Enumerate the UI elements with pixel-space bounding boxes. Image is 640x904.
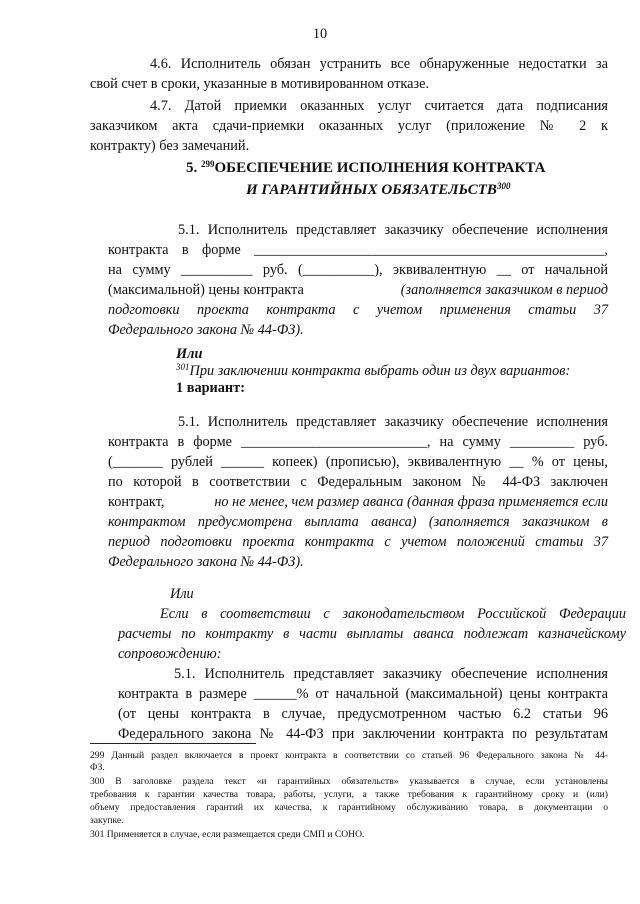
text-line: [108, 280, 608, 300]
text-line: на сумму __________ руб. (__________), эквивалентную __ от начальной: [108, 262, 608, 278]
footnote-301: 301 Применяется в случае, если размещается среди СМП и СОНО.: [90, 829, 365, 840]
text-line: Федерального закона № 44-ФЗ).: [108, 554, 304, 570]
text-line: контракта в форме _________________________________________________,: [108, 242, 608, 258]
text-line: подготовки проекта контракта с учетом применения статьи 37: [108, 302, 608, 318]
text-line: 5.1. Исполнитель представляет заказчику обеспечение исполнения: [174, 666, 608, 682]
text-line: Федерального закона № 44-ФЗ при заключении контракта по результатам: [118, 726, 608, 742]
text-line: Если в соответствии с законодательством Российской Федерации: [160, 606, 626, 622]
text-line: [108, 492, 608, 512]
text-line: (_______ рублей ______ копеек) (прописью), эквивалентную __ % от цены,: [108, 454, 608, 470]
or-label: Или: [170, 586, 194, 602]
footnote-separator: [90, 743, 256, 744]
section-number: 5.: [186, 160, 198, 176]
footnote-ref-299: 299: [201, 159, 215, 169]
text-line: контракту) без замечаний.: [90, 138, 250, 154]
text-segment-italic: (заполняется заказчиком в период: [400, 282, 608, 298]
text-line: свой счет в сроки, указанные в мотивированном отказе.: [90, 76, 430, 92]
text-line: Федерального закона № 44-ФЗ).: [108, 322, 304, 338]
text-line: контракта в форме __________________________, на сумму _________ руб.: [108, 434, 608, 450]
text-line: по которой в соответствии с Федеральным законом № 44-ФЗ заключен: [108, 474, 608, 490]
section-title-line2: И ГАРАНТИЙНЫХ ОБЯЗАТЕЛЬСТВ: [246, 182, 497, 198]
footnote-ref-301: 301: [176, 362, 190, 372]
footnote-ref-300: 300: [496, 181, 511, 191]
footnote-300: 300 В заголовке раздела текст «и гарантийных обязательств» указывается в случае, если установлены: [90, 776, 608, 787]
text-line: (от цены контракта в случае, предусмотренном частью 6.2 статьи 96: [118, 706, 608, 722]
or-label: Или: [176, 346, 203, 362]
text-segment: (максимальной) цены контракта: [108, 282, 304, 298]
page-number: 10: [312, 26, 328, 42]
text-line: контрактом предусмотрена выплата аванса) (заполняется заказчиком в: [108, 514, 608, 530]
footnote-299-cont: ФЗ.: [90, 762, 105, 773]
footnote-300-cont: объему предоставления гарантий их качества, к гарантийному обслуживанию товара, в документации о: [90, 802, 608, 813]
footnote-300-cont: требования к гарантии качества товара, работы, услуги, а также требования к гарантийному сроку и (или): [90, 789, 608, 800]
text-line: заказчиком акта сдачи-приемки оказанных услуг (приложение № 2 к: [90, 118, 608, 134]
footnote-300-cont: закупке.: [90, 815, 124, 826]
text-line: 5.1. Исполнитель представляет заказчику обеспечение исполнения: [178, 414, 608, 430]
text-line: 4.6. Исполнитель обязан устранить все обнаруженные недостатки за: [150, 56, 608, 72]
text-line: 4.7. Датой приемки оказанных услуг считается дата подписания: [150, 98, 608, 114]
text-segment: контракт,: [108, 494, 165, 510]
text-line: 5.1. Исполнитель представляет заказчику обеспечение исполнения: [178, 222, 608, 238]
text-line: расчеты по контракту в части выплаты аванса подлежат казначейскому: [118, 626, 626, 642]
choice-note-text: При заключении контракта выбрать один из двух вариантов:: [189, 363, 571, 379]
text-line: контракта в размере ______% от начальной (максимальной) цены контракта: [118, 686, 608, 702]
text-segment-italic: но не менее, чем размер аванса (данная фраза применяется если: [214, 494, 608, 510]
variant-label: 1 вариант:: [176, 380, 245, 396]
text-line: период подготовки проекта контракта с учетом положений статьи 37: [108, 534, 608, 550]
text-line: сопровождению:: [118, 646, 222, 662]
footnote-299: 299 Данный раздел включается в проект контракта в соответствии со статьей 96 Федерального закона № 44-: [90, 750, 608, 761]
section-title-line1: ОБЕСПЕЧЕНИЕ ИСПОЛНЕНИЯ КОНТРАКТА: [214, 160, 546, 176]
